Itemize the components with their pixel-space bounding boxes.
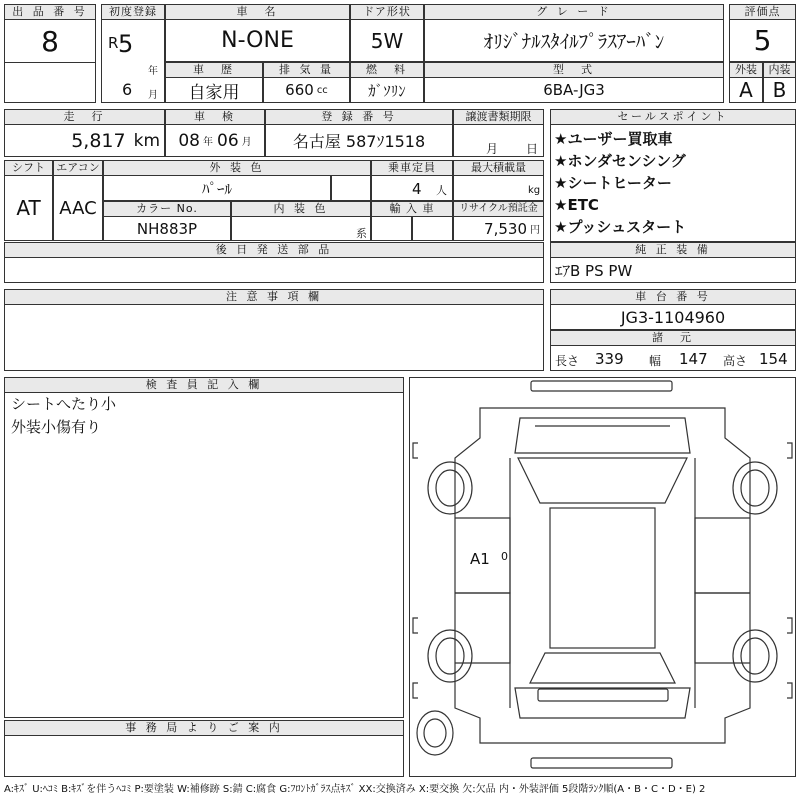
- fuel-label: 燃 料: [350, 62, 424, 78]
- mileage-box: [4, 124, 165, 157]
- chassis-number-label: 車 台 番 号: [550, 289, 796, 305]
- capacity-box: [371, 175, 453, 201]
- import-label: 輸 入 車: [371, 201, 453, 217]
- chassis-number: JG3-1104960: [550, 304, 796, 330]
- import-box-right: [412, 216, 453, 241]
- sales-points-label: セールスポイント: [550, 109, 796, 125]
- max-load-unit: kg: [528, 185, 541, 196]
- mileage: 5,817: [71, 129, 126, 152]
- inspector-label: 検 査 員 記 入 欄: [4, 377, 404, 393]
- shift-label: シフト: [4, 160, 53, 176]
- damage-legend: A:ｷｽﾞ U:ﾍｺﾐ B:ｷｽﾞを伴うﾍｺﾐ P:要塗装 W:補修跡 S:錆 C:腐食 G:ﾌﾛﾝﾄｶﾞﾗｽ点ｷｽﾞ XX:交換済み X:要交換 欠:欠品 内・外装評価 5段階ﾗﾝｸ順(A・B・C・D・E) 2: [4, 784, 706, 795]
- history: 自家用: [165, 77, 263, 103]
- sales-point-item: ★プッシュスタート: [554, 218, 687, 236]
- height-label: 高さ: [723, 354, 748, 368]
- door-type: 5W: [350, 19, 424, 62]
- inspection-box: [165, 124, 265, 157]
- exterior-grade: A: [729, 77, 763, 103]
- first-registration-box: [101, 19, 165, 103]
- displacement-unit: cc: [316, 84, 328, 96]
- interior-grade: B: [763, 77, 796, 103]
- inspection-month-unit: 月: [241, 137, 252, 148]
- ac: AAC: [53, 175, 103, 241]
- inspection-year-unit: 年: [203, 137, 213, 148]
- car-name-label: 車 名: [165, 4, 350, 20]
- import-box-left: [371, 216, 412, 241]
- rear-bumper: [531, 758, 672, 768]
- grade: ｵﾘｼﾞﾅﾙｽﾀｲﾙﾌﾟﾗｽｱｰﾊﾞﾝ: [424, 19, 724, 62]
- width-value: 147: [679, 350, 708, 368]
- first-registration-label: 初度登録: [101, 4, 165, 20]
- displacement-label: 排 気 量: [263, 62, 350, 78]
- era-letter: R: [108, 34, 119, 52]
- plate-number: 名古屋 587ｿ1518: [265, 124, 453, 157]
- right-rear-bracket: [787, 618, 792, 633]
- left-lower-bracket: [413, 683, 418, 698]
- transfer-deadline-label: 譲渡書類期限: [453, 109, 544, 125]
- transfer-deadline-box: [453, 124, 544, 157]
- max-load-box: [453, 175, 544, 201]
- exterior-color-blank: [331, 175, 371, 201]
- right-mirror-bracket: [787, 443, 792, 458]
- grade-label: グ レ ー ド: [424, 4, 724, 20]
- capacity-label: 乗車定員: [371, 160, 453, 176]
- car-body-diagram: [410, 378, 795, 776]
- later-parts-box: [4, 257, 544, 283]
- inspector-notes-box: [4, 392, 404, 718]
- sales-point-item: ★ユーザー買取車: [554, 130, 673, 148]
- exterior-color: ﾊﾟｰﾙ: [103, 175, 331, 201]
- rear-right-wheel-inner: [741, 638, 769, 674]
- height-value: 154: [759, 350, 788, 368]
- sales-point-item: ★シートヒーター: [554, 174, 672, 192]
- interior-color-box: [231, 216, 371, 241]
- model-code: 6BA-JG3: [424, 77, 724, 103]
- history-label: 車 歴: [165, 62, 263, 78]
- length-value: 339: [595, 350, 624, 368]
- fuel: ｶﾞｿﾘﾝ: [350, 77, 424, 103]
- hood: [515, 418, 690, 453]
- transfer-day-unit: 日: [526, 142, 539, 156]
- notes-label: 注 意 事 項 欄: [4, 289, 544, 305]
- equipment-label: 純 正 装 備: [550, 242, 796, 258]
- sales-point-item: ★ホンダセンシング: [554, 152, 686, 170]
- interior-color-unit: 系: [356, 227, 367, 240]
- spare-tire: [417, 711, 453, 755]
- car-name: N-ONE: [165, 19, 350, 62]
- damage-zero: 0: [501, 550, 508, 563]
- rear-bumper-detail: [538, 689, 668, 701]
- displacement-box: [263, 77, 350, 103]
- lot-number-blank: [4, 62, 96, 103]
- right-lower-bracket: [787, 683, 792, 698]
- left-rear-bracket: [413, 618, 418, 633]
- era-year: 5: [118, 30, 134, 58]
- rear-window: [530, 653, 675, 683]
- score: 5: [729, 19, 796, 62]
- length-label: 長さ: [555, 354, 580, 368]
- lot-number-label: 出 品 番 号: [4, 4, 96, 20]
- damage-mark-a1: A1: [470, 550, 490, 568]
- capacity-unit: 人: [436, 184, 447, 197]
- interior-grade-label: 内装: [763, 62, 796, 78]
- sales-points-box: [550, 124, 796, 242]
- month-unit: 月: [148, 90, 158, 101]
- door-type-label: ドア形状: [350, 4, 424, 20]
- shift: AT: [4, 175, 53, 241]
- windshield: [518, 458, 687, 503]
- inspection-label: 車 検: [165, 109, 265, 125]
- exterior-grade-label: 外装: [729, 62, 763, 78]
- model-code-label: 型 式: [424, 62, 724, 78]
- tailgate: [515, 688, 690, 718]
- inspection-month: 06: [217, 130, 239, 151]
- capacity: 4: [412, 180, 422, 198]
- front-bumper: [531, 381, 672, 391]
- front-right-wheel-inner: [741, 470, 769, 506]
- score-label: 評価点: [729, 4, 796, 20]
- inspector-note: 外装小傷有り: [11, 418, 102, 436]
- width-label: 幅: [649, 354, 662, 368]
- inspector-note: シートへたり小: [11, 395, 117, 413]
- transfer-month-unit: 月: [486, 142, 499, 156]
- front-left-wheel-inner: [436, 470, 464, 506]
- mileage-label: 走 行: [4, 109, 165, 125]
- year-unit: 年: [148, 66, 158, 77]
- exterior-color-label: 外 装 色: [103, 160, 371, 176]
- left-mirror-bracket: [413, 443, 418, 458]
- office-guidance-box: [4, 735, 404, 777]
- inspection-year: 08: [178, 130, 200, 151]
- car-diagram-box: [409, 377, 796, 777]
- lot-number: 8: [4, 19, 96, 63]
- spare-tire-inner: [424, 719, 446, 747]
- equipment: ｴｱB PS PW: [550, 257, 796, 283]
- roof: [550, 508, 655, 648]
- right-front-door: [695, 518, 750, 593]
- ac-label: エアコン: [53, 160, 103, 176]
- notes-box: [4, 304, 544, 371]
- color-number: NH883P: [103, 216, 231, 241]
- dimensions-box: [550, 345, 796, 371]
- recycle-fee-unit: 円: [530, 225, 540, 236]
- interior-color-label: 内 装 色: [231, 201, 371, 217]
- recycle-fee: 7,530: [484, 219, 527, 238]
- rear-left-wheel-inner: [436, 638, 464, 674]
- recycle-fee-box: [453, 216, 544, 241]
- max-load-label: 最大積載量: [453, 160, 544, 176]
- dimensions-label: 諸 元: [550, 330, 796, 346]
- recycle-fee-label: リサイクル預託金: [453, 201, 544, 217]
- displacement: 660: [285, 81, 314, 99]
- first-registration-month: 6: [122, 80, 133, 99]
- plate-label: 登 録 番 号: [265, 109, 453, 125]
- color-number-label: カラー No.: [103, 201, 231, 217]
- later-parts-label: 後 日 発 送 部 品: [4, 242, 544, 258]
- mileage-unit: km: [133, 130, 160, 151]
- office-guidance-label: 事 務 局 よ り ご 案 内: [4, 720, 404, 736]
- sales-point-item: ★ETC: [554, 196, 599, 214]
